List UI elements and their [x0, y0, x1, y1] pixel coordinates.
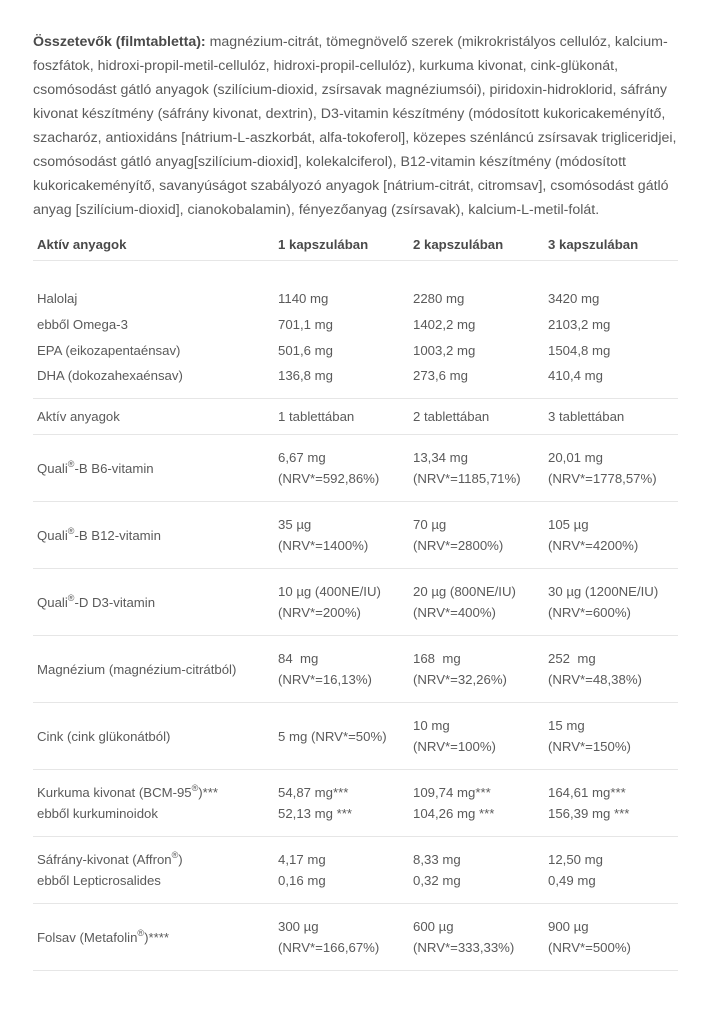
amount-cell: 15 mg (NRV*=150%): [544, 703, 678, 770]
table-cell: 1140 mg: [278, 290, 329, 306]
table-cell: 2280 mg: [413, 290, 465, 306]
table-cell: 410,4 mg: [544, 363, 678, 398]
nutrient-name: Sáfrány-kivonat (Affron®) ebből Lepticrosalides: [33, 837, 274, 904]
amount-cell: 35 µg (NRV*=1400%): [274, 502, 409, 569]
header-cell: 3 kapszulában: [544, 230, 678, 260]
capsule-table-header: [33, 230, 678, 260]
table-row-b6: [33, 435, 678, 502]
nutrient-name: Folsav (Metafolin®)****: [33, 904, 274, 971]
nutrition-content: [33, 30, 678, 971]
table-row-b12: [33, 502, 678, 569]
amount-cell: 168 mg (NRV*=32,26%): [409, 636, 544, 703]
table-cell: 3420 mg: [548, 290, 600, 306]
amount-cell: 600 µg (NRV*=333,33%): [409, 904, 544, 971]
table-row-folate: [33, 904, 678, 971]
table-cell: DHA (dokozahexaénsav): [33, 363, 274, 398]
amount-cell: 20 µg (800NE/IU) (NRV*=400%): [409, 569, 544, 636]
ingredients-label: Összetevők (filmtabletta):: [33, 34, 206, 50]
table-cell: 2103,2 mg: [548, 316, 611, 332]
nutrient-name: Quali®-D D3-vitamin: [33, 569, 274, 636]
header-cell: 3 tablettában: [544, 399, 678, 435]
table-cell: 501,6 mg: [278, 342, 333, 358]
table-cell: 136,8 mg: [274, 363, 409, 398]
amount-cell: 20,01 mg (NRV*=1778,57%): [544, 435, 678, 502]
amount-cell: 12,50 mg 0,49 mg: [544, 837, 678, 904]
table-cell: 701,1 mg: [278, 316, 333, 332]
ingredients-text: magnézium-citrát, tömegnövelő szerek (mikrokristályos cellulóz, kalcium-foszfátok, hidroxi-propil-metil-cellulóz, hidroxi-propil-cellulóz), kurkuma kivonat, cink-glükonát, csomósodást gátló anyagok (szilícium-dioxid, zsírsavak magnéziumsói), piridoxin-hidroklorid, sáfrány kivonat készítmény (sáfrány kivonat, dextrin), D3-vitamin készítmény (módosított kukoricakeményítő, szacharóz, antioxidáns [nátrium-L-aszkorbát, alfa-tokoferol], közepes szénláncú zsírsavak trigliceridjei, csomósodást gátló anyag[szilícium-dioxid], kolekalciferol), B12-vitamin készítmény (módosított kukoricakeményítő, savanyúságot szabályozó anyagok [nátrium-citrát, citromsav], csomósodást gátló anyag [szilícium-dioxid], cianokobalamin), fényezőanyag (zsírsavak), kalcium-L-metil-folát.: [33, 34, 677, 218]
amount-cell: 109,74 mg*** 104,26 mg ***: [409, 770, 544, 837]
table-cell: ebből Omega-3: [37, 316, 128, 332]
amount-cell: 10 µg (400NE/IU) (NRV*=200%): [274, 569, 409, 636]
table-row: [33, 363, 678, 398]
table-row-curcuma: [33, 770, 678, 837]
header-cell: 1 kapszulában: [274, 230, 409, 260]
header-cell: 2 kapszulában: [409, 230, 544, 260]
table-cell: 273,6 mg: [409, 363, 544, 398]
amount-cell: 5 mg (NRV*=50%): [274, 703, 409, 770]
amount-cell: 6,67 mg (NRV*=592,86%): [274, 435, 409, 502]
amount-cell: 105 µg (NRV*=4200%): [544, 502, 678, 569]
amount-cell: 164,61 mg*** 156,39 mg ***: [544, 770, 678, 837]
amount-cell: 84 mg (NRV*=16,13%): [274, 636, 409, 703]
table-row-d3: [33, 569, 678, 636]
amount-cell: 70 µg (NRV*=2800%): [409, 502, 544, 569]
table-cell: Halolaj: [37, 290, 78, 306]
tablet-table-header: [33, 399, 678, 435]
nutrient-name: Kurkuma kivonat (BCM-95®)*** ebből kurkuminoidok: [33, 770, 274, 837]
amount-cell: 8,33 mg 0,32 mg: [409, 837, 544, 904]
table-cell: 1504,8 mg: [548, 342, 611, 358]
ingredients-paragraph: [33, 30, 678, 222]
capsule-table: [33, 230, 678, 399]
nutrient-name: Quali®-B B6-vitamin: [33, 435, 274, 502]
table-row-zinc: [33, 703, 678, 770]
header-cell: 2 tablettában: [409, 399, 544, 435]
nutrient-name: Cink (cink glükonátból): [33, 703, 274, 770]
amount-cell: 54,87 mg*** 52,13 mg ***: [274, 770, 409, 837]
table-cell: EPA (eikozapentaénsav): [37, 342, 181, 358]
nutrient-name: Quali®-B B12-vitamin: [33, 502, 274, 569]
header-cell: Aktív anyagok: [33, 230, 274, 260]
amount-cell: 10 mg (NRV*=100%): [409, 703, 544, 770]
amount-cell: 300 µg (NRV*=166,67%): [274, 904, 409, 971]
tablet-table: [33, 399, 678, 972]
header-cell: 1 tablettában: [274, 399, 409, 435]
table-row: [33, 285, 678, 311]
table-row: [33, 311, 678, 337]
amount-cell: 30 µg (1200NE/IU) (NRV*=600%): [544, 569, 678, 636]
amount-cell: 13,34 mg (NRV*=1185,71%): [409, 435, 544, 502]
table-cell: 1402,2 mg: [413, 316, 476, 332]
table-row: [33, 337, 678, 363]
header-cell: Aktív anyagok: [33, 399, 274, 435]
table-cell: 1003,2 mg: [413, 342, 476, 358]
table-row-magnesium: [33, 636, 678, 703]
amount-cell: 252 mg (NRV*=48,38%): [544, 636, 678, 703]
nutrient-name: Magnézium (magnézium-citrátból): [33, 636, 274, 703]
amount-cell: 900 µg (NRV*=500%): [544, 904, 678, 971]
table-row-saffron: [33, 837, 678, 904]
amount-cell: 4,17 mg 0,16 mg: [274, 837, 409, 904]
